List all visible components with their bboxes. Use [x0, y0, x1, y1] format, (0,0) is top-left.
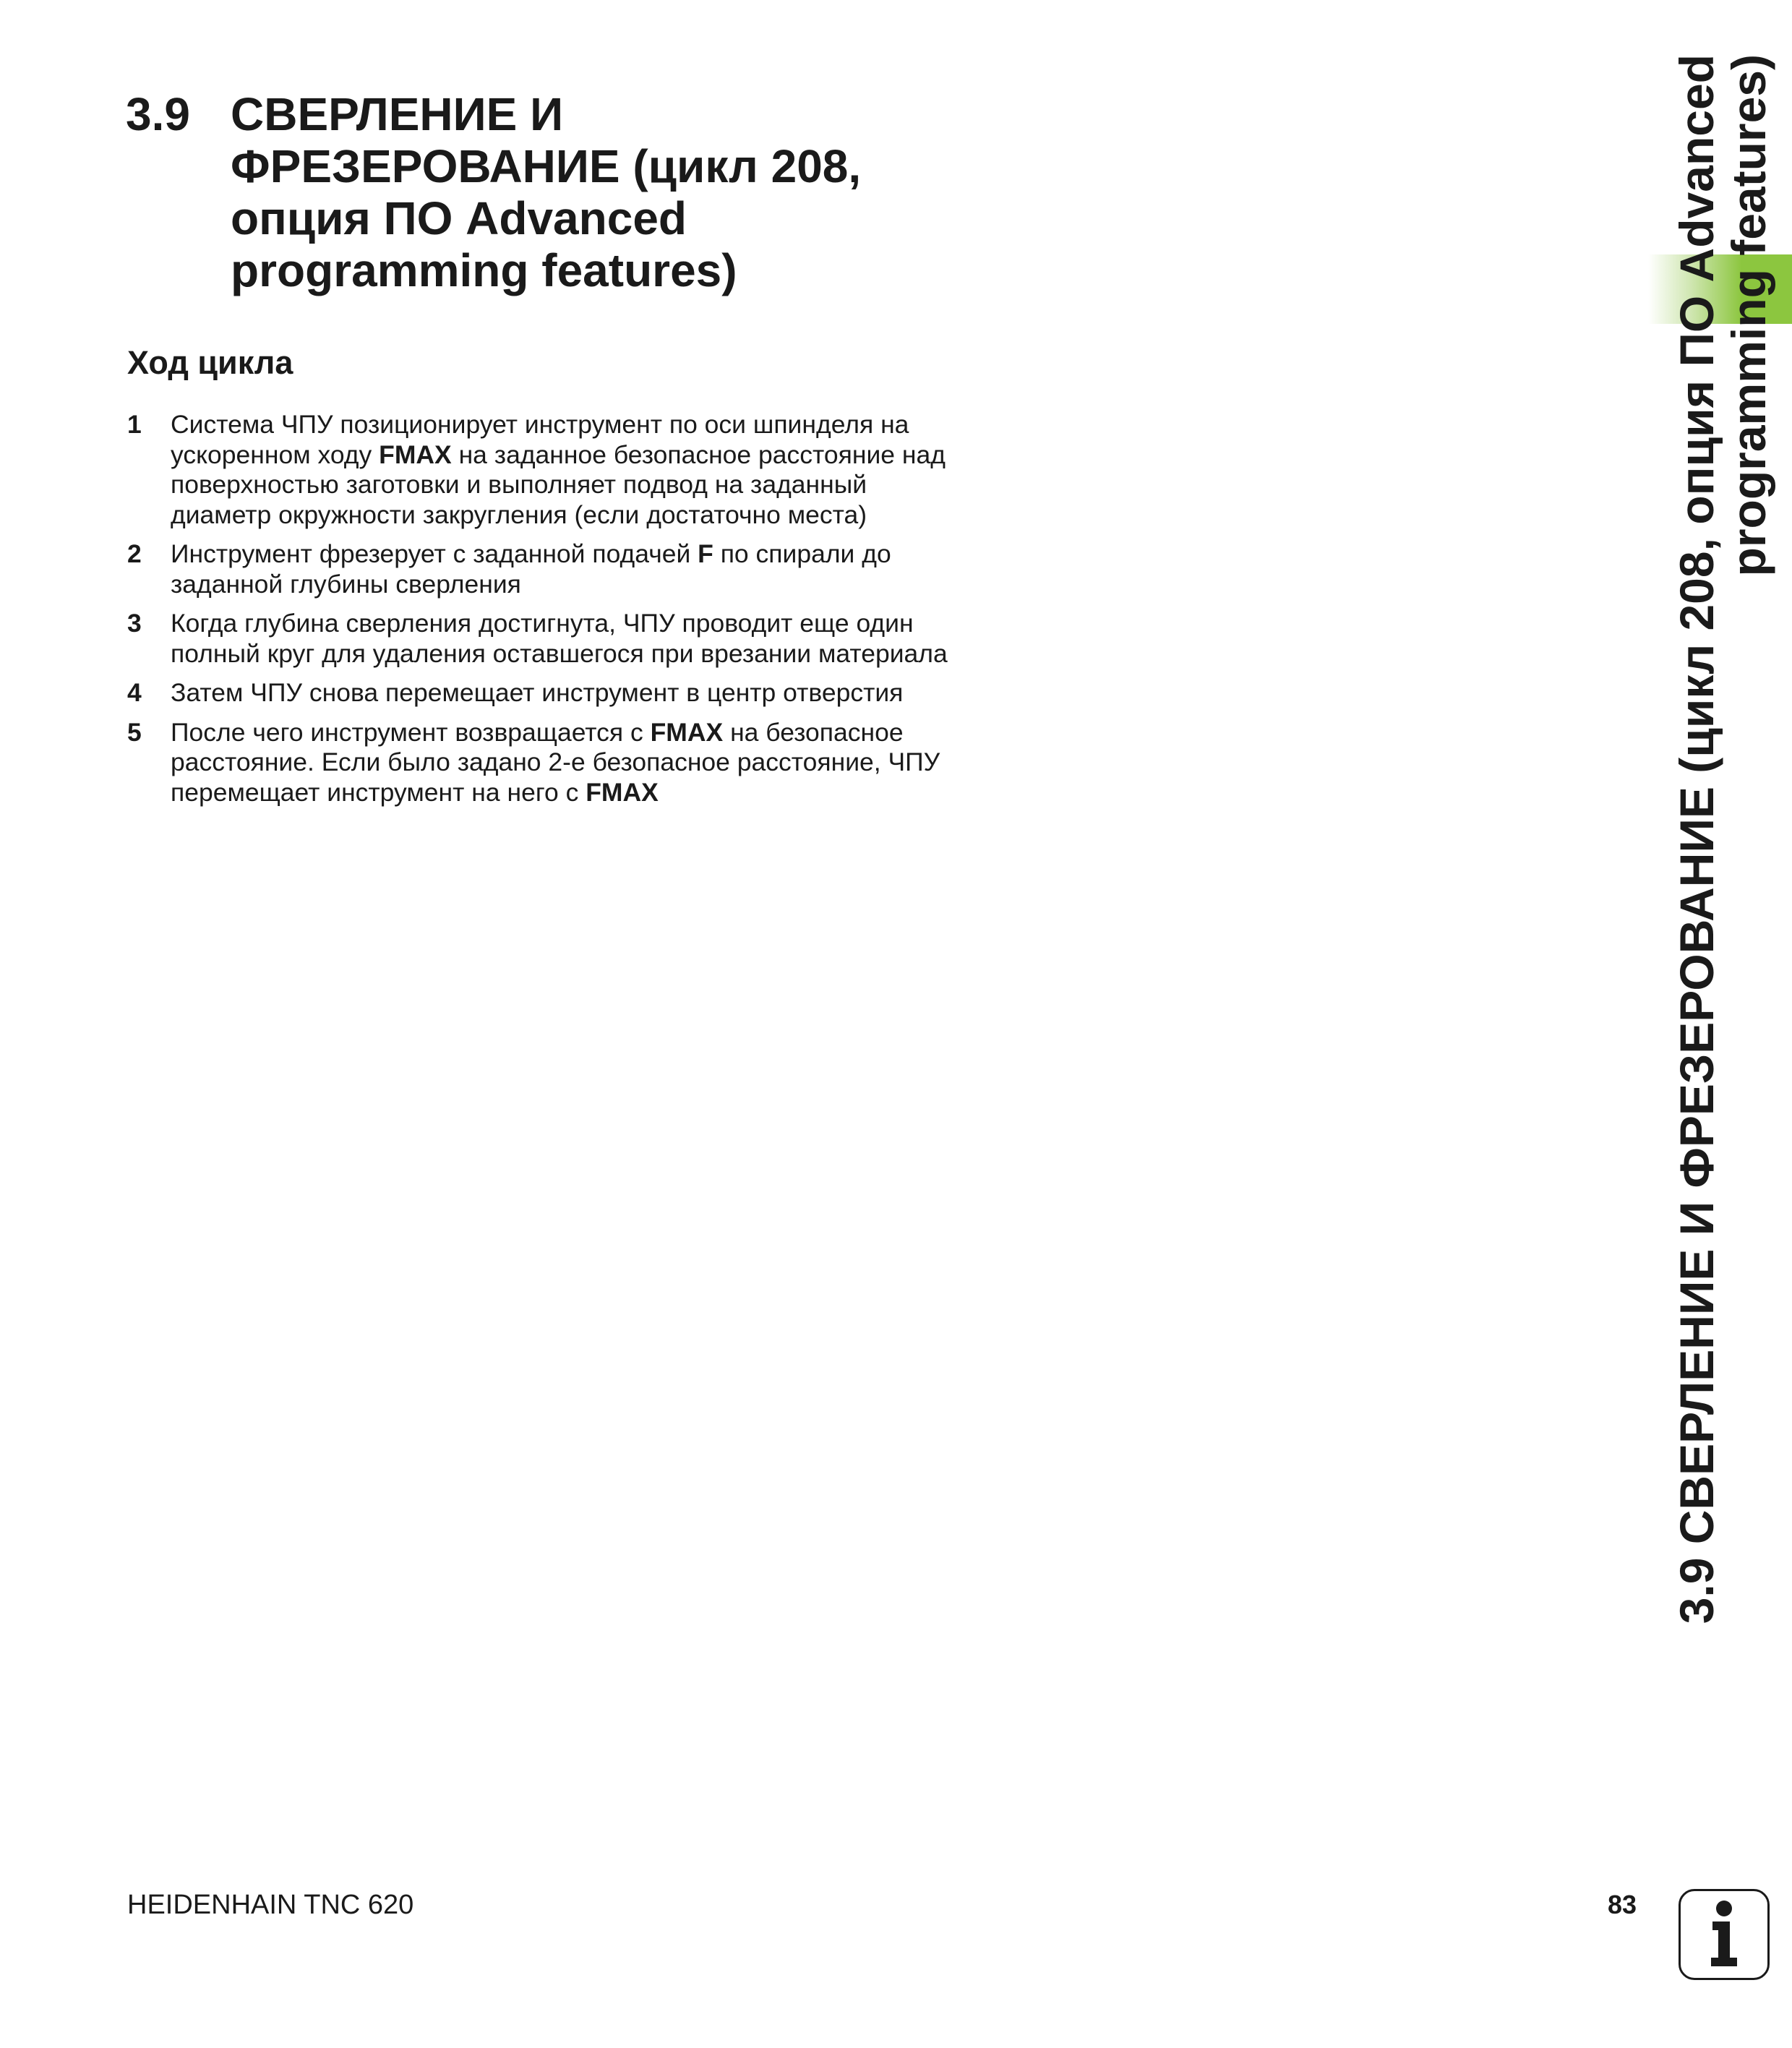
title-line: ФРЕЗЕРОВАНИЕ (цикл 208, — [231, 140, 862, 192]
list-item — [127, 718, 973, 808]
section-subheading: Ход цикла — [127, 344, 293, 381]
step-number: 1 — [127, 410, 142, 439]
info-icon — [1679, 1889, 1770, 1980]
list-item — [127, 410, 973, 530]
step-number: 4 — [127, 678, 142, 707]
title-line: опция ПО Advanced — [231, 192, 687, 244]
step-text: Система ЧПУ позиционирует инструмент по оси шпинделя на ускоренном ходу FMAX на заданное безопасное расстояние над поверхностью заготовки и выполняет подвод на заданный диаметр окружности закругления (если достаточно места) — [171, 410, 946, 529]
keyword: FMAX — [379, 440, 452, 469]
keyword: F — [698, 539, 713, 568]
step-text: Когда глубина сверления достигнута, ЧПУ проводит еще один полный круг для удаления оставшегося при врезании материала — [171, 609, 948, 668]
list-item — [127, 539, 973, 599]
list-item — [127, 609, 973, 669]
title-line: programming features) — [231, 244, 737, 296]
step-number: 2 — [127, 539, 142, 568]
side-title-line: 3.9 СВЕРЛЕНИЕ И ФРЕЗЕРОВАНИЕ (цикл 208, опция ПО Advanced — [1670, 54, 1723, 1624]
side-running-title — [1671, 54, 1775, 1688]
title-line: СВЕРЛЕНИЕ И — [231, 88, 564, 140]
step-text: После чего инструмент возвращается с FMAX на безопасное расстояние. Если было задано 2-е безопасное расстояние, ЧПУ перемещает инструмент на него с FMAX — [171, 717, 940, 807]
keyword: FMAX — [650, 717, 724, 747]
step-text: Затем ЧПУ снова перемещает инструмент в центр отверстия — [171, 678, 904, 707]
page-number: 83 — [1608, 1890, 1637, 1919]
step-number: 5 — [127, 717, 142, 747]
page-title — [127, 88, 951, 296]
cycle-steps-list — [127, 410, 973, 817]
list-item — [127, 678, 973, 708]
step-number: 3 — [127, 609, 142, 638]
section-number: 3.9 — [126, 88, 190, 140]
keyword: FMAX — [586, 777, 659, 807]
footer-manual-name: HEIDENHAIN TNC 620 — [127, 1890, 414, 1920]
step-text: Инструмент фрезерует с заданной подачей F по спирали до заданной глубины сверления — [171, 539, 891, 599]
side-title-line: programming features) — [1722, 54, 1775, 577]
